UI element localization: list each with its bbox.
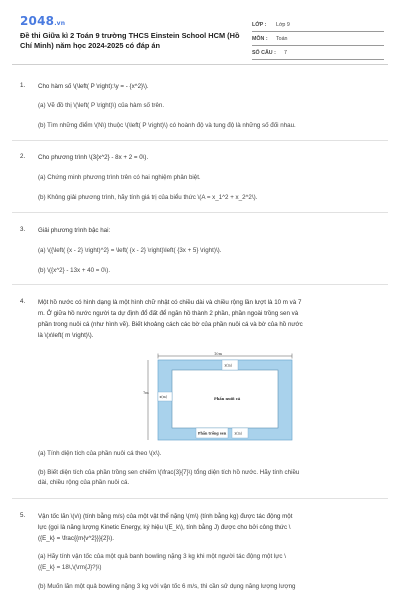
question-stem-line: Vận tốc lăn \(v\) (tính bằng m/s) của một vật thể nặng \(m\) (tính bằng kg) được tác động một bbox=[38, 513, 293, 520]
meta-value: 7 bbox=[284, 50, 287, 56]
question-part-a-cont: ({E_k} = 18\,\(\rm{J}?)\) bbox=[38, 564, 102, 571]
question-part-a: (a) Chứng minh phương trình trên có hai nghiệm phân biệt. bbox=[38, 174, 201, 181]
x-label-top: x(m) bbox=[224, 363, 233, 368]
lake-diagram bbox=[142, 350, 300, 442]
question-part-a: (a) Vẽ đồ thị \(\left( P \right)\) của hàm số trên. bbox=[38, 102, 165, 109]
question-part-b: (b) Không giải phương trình, hãy tính giá trị của biểu thức \(A = x_1^2 + x_2^2\). bbox=[38, 194, 258, 201]
fish-area-label: Phần nuôi cá bbox=[214, 397, 241, 401]
meta-key: MÔN : bbox=[252, 36, 268, 42]
question-number: 4. bbox=[20, 298, 26, 305]
meta-row-subject bbox=[252, 32, 384, 46]
question-part-b: (b) Biết diện tích của phần trồng sen chiếm \(\frac{3}{7}\) tổng diện tích hồ nước. Hãy tính chiều bbox=[38, 469, 300, 476]
x-label-left: x(m) bbox=[159, 395, 168, 399]
question-part-a: (a) Hãy tính vận tốc của một quả banh bowling nặng 3 kg khi một người tác động một lực \ bbox=[38, 553, 286, 560]
length-label: 10m bbox=[214, 352, 222, 356]
question-stem-line: ({E_k} = \frac{{m{v^2}}}{2}\). bbox=[38, 535, 115, 542]
meta-row-count bbox=[252, 46, 384, 60]
question-separator bbox=[12, 212, 388, 213]
logo-main: 2048 bbox=[20, 14, 55, 28]
meta-key: LỚP : bbox=[252, 22, 267, 28]
site-logo[interactable] bbox=[20, 14, 65, 28]
question-part-b-cont: dài, chiều rộng của phần nuôi cá. bbox=[38, 479, 130, 486]
question-number: 3. bbox=[20, 226, 26, 233]
x-label-bottom: x(m) bbox=[234, 431, 243, 436]
question-stem-line: lực (gọi là năng lượng Kinetic Energy, ký hiệu \(E_k\), tính bằng J) được cho bởi công thức \ bbox=[38, 524, 291, 531]
question-stem-line: là \(x\left( m \right)\). bbox=[38, 332, 94, 339]
meta-value: Toán bbox=[276, 36, 288, 42]
question-part-a: (a) Tính diện tích của phần nuôi cá theo \(x\). bbox=[38, 450, 162, 457]
question-number: 5. bbox=[20, 512, 26, 519]
header-divider bbox=[12, 64, 388, 65]
question-stem: Cho phương trình \(3{x^2} - 8x + 2 = 0\). bbox=[38, 154, 149, 161]
question-separator bbox=[12, 498, 388, 499]
width-label: 7m bbox=[143, 391, 149, 395]
meta-key: SỐ CÂU : bbox=[252, 50, 276, 56]
meta-row-class bbox=[252, 18, 384, 32]
question-part-b: (b) Tìm những điểm \(N\) thuộc \(\left( P \right)\) có hoành độ và tung độ là những số đối nhau. bbox=[38, 122, 296, 129]
document-title: Đề thi Giữa kì 2 Toán 9 trường THCS Einstein School HCM (Hồ Chí Minh) năm học 2024-2025 có đáp án bbox=[20, 31, 240, 50]
lotus-area-label: Phần trồng sen bbox=[198, 431, 227, 436]
question-number: 1. bbox=[20, 82, 26, 89]
document-header bbox=[20, 14, 384, 60]
question-stem-line: phần trong nuôi cá (như hình vẽ). Biết khoảng cách các bờ của phần nuôi cá và bờ của hồ nước bbox=[38, 321, 303, 328]
question-separator bbox=[12, 140, 388, 141]
meta-table bbox=[252, 18, 384, 60]
question-stem: Giải phương trình bậc hai: bbox=[38, 227, 111, 234]
question-part-b: (b) \({x^2} - 13x + 40 = 0\). bbox=[38, 267, 111, 274]
meta-value: Lớp 9 bbox=[276, 22, 290, 28]
question-stem-line: Một hồ nước có hình dạng là một hình chữ nhật có chiều dài và chiều rộng lần lượt là 10 m và 7 bbox=[38, 299, 302, 306]
logo-suffix: .vn bbox=[54, 20, 66, 27]
question-number: 2. bbox=[20, 153, 26, 160]
question-stem-line: m. Ở giữa hồ nước người ta dự định đổ đất để ngăn hồ thành 2 phần, phần ngoài trồng sen và bbox=[38, 310, 299, 317]
question-stem: Cho hàm số \(\left( P \right):\y = - {x^2}\). bbox=[38, 83, 149, 90]
question-separator bbox=[12, 284, 388, 285]
question-part-b: (b) Muốn lăn một quả bowling nặng 3 kg với vận tốc 6 m/s, thì cần sử dụng năng lượng lượng bbox=[38, 583, 296, 590]
question-part-a: (a) \({\left( {x - 2} \right)^2} = \left( {x - 2} \right)\left( {3x + 5} \right)\). bbox=[38, 247, 222, 254]
